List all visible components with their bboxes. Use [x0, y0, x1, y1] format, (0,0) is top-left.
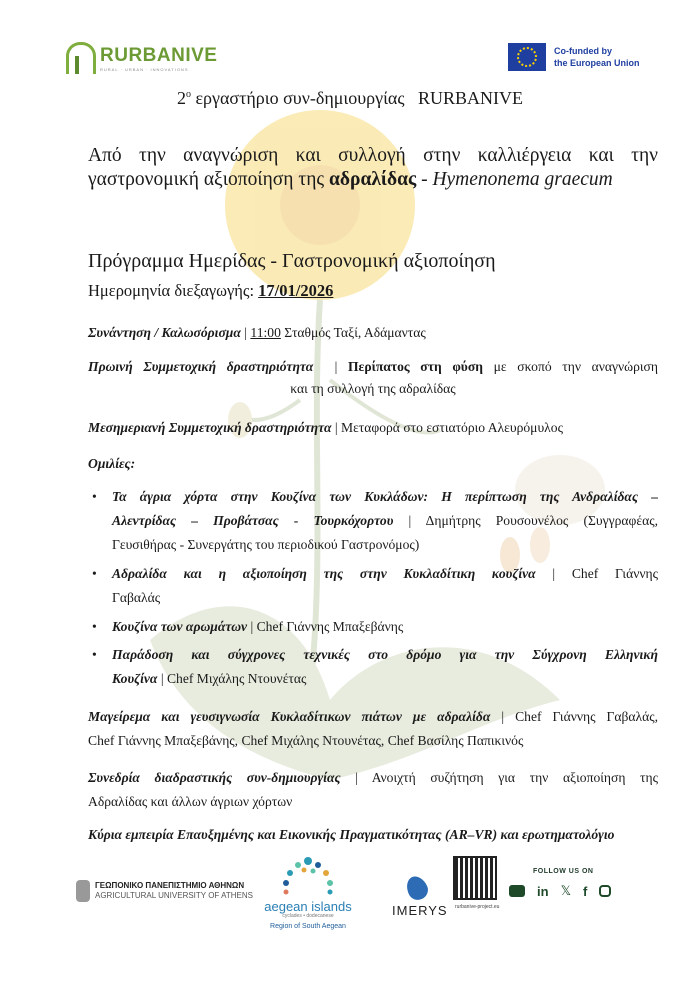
imerys-logo: IMERYS — [392, 876, 442, 918]
aegean-dots-icon — [278, 856, 338, 896]
rurbanive-logo-icon — [66, 42, 96, 74]
qr-code[interactable]: rurbanive-project.eu — [455, 858, 499, 910]
aua-emblem-icon — [76, 880, 90, 902]
talks-heading: Ομιλίες: — [88, 456, 136, 471]
page-title: $2^o$ εργαστήριο συν-δημιουργίας RURBANIVE — [177, 88, 523, 108]
rurbanive-logo: RURBANIVE RURAL · URBAN · INNOVATIONS — [66, 42, 217, 74]
aua-logo: ΓΕΩΠΟΝΙΚΟ ΠΑΝΕΠΙΣΤΗΜΙΟ ΑΘΗΝΩΝ AGRICULTURAL UNIVERSITY OF ATHENS — [76, 880, 253, 902]
talk-item: • Κουζίνα των αρωμάτων | Chef Γιάννης Μπαξεβάνης — [112, 615, 658, 639]
talk-item: • Αδραλίδα και η αξιοποίηση της στην Κυκλαδίτικη κουζίνα | Chef Γιάννης — [112, 562, 658, 586]
social-links: FOLLOW US ON in 𝕏 f — [509, 868, 611, 899]
subtitle: Από την αναγνώριση και συλλογή στην καλλιέργεια και την γαστρονομική αξιοποίηση της αδραλίδας - Hymenonema graecum — [88, 145, 658, 190]
item-ar-vr: Κύρια εμπειρία Επαυξημένης και Εικονικής Πραγματικότητας (AR–VR) και ερωτηματολόγιο — [88, 827, 615, 842]
talk-item: • Τα άγρια χόρτα στην Κουζίνα των Κυκλάδων: Η περίπτωση της Ανδραλίδας – — [112, 485, 658, 509]
item-welcome: Συνάντηση / Καλωσόρισμα | 11:00 Σταθμός Ταξί, Αδάμαντας — [88, 325, 426, 340]
item-morning: Πρωινή Συμμετοχική δραστηριότητα | Περίπατος στη φύση με σκοπό την αναγνώριση — [88, 359, 658, 374]
item-midday: Μεσημεριανή Συμμετοχική δραστηριότητα | Μεταφορά στο εστιατόριο Αλευρόμυλος — [88, 420, 563, 435]
eu-flag-icon — [508, 43, 546, 71]
item-session: Συνεδρία διαδραστικής συν-δημιουργίας | Ανοιχτή συζήτηση για την αξιοποίηση της — [88, 770, 658, 785]
eu-cofunded-logo: Co-funded by the European Union — [508, 43, 640, 71]
talk-item: • Παράδοση και σύγχρονες τεχνικές στο δρόμο για την Σύγχρονη Ελληνική — [112, 643, 658, 667]
youtube-icon[interactable] — [509, 885, 525, 897]
program-heading: Πρόγραμμα Ημερίδας - Γαστρονομική αξιοποίηση — [88, 250, 496, 272]
event-date: Ημερομηνία διεξαγωγής: 17/01/2026 — [88, 281, 334, 300]
linkedin-icon[interactable]: in — [537, 883, 549, 899]
qr-code-icon — [455, 858, 495, 898]
x-icon[interactable]: 𝕏 — [560, 883, 572, 898]
instagram-icon[interactable] — [599, 885, 611, 897]
item-cooking: Μαγείρεμα και γευσιγνωσία Κυκλαδίτικων πιάτων με αδραλίδα | Chef Γιάννης Γαβαλάς, — [88, 709, 658, 724]
aegean-islands-logo: aegean islands cyclades • dodecanese Region of South Aegean — [258, 856, 358, 930]
imerys-drop-icon — [403, 873, 431, 903]
facebook-icon[interactable]: f — [583, 883, 588, 899]
